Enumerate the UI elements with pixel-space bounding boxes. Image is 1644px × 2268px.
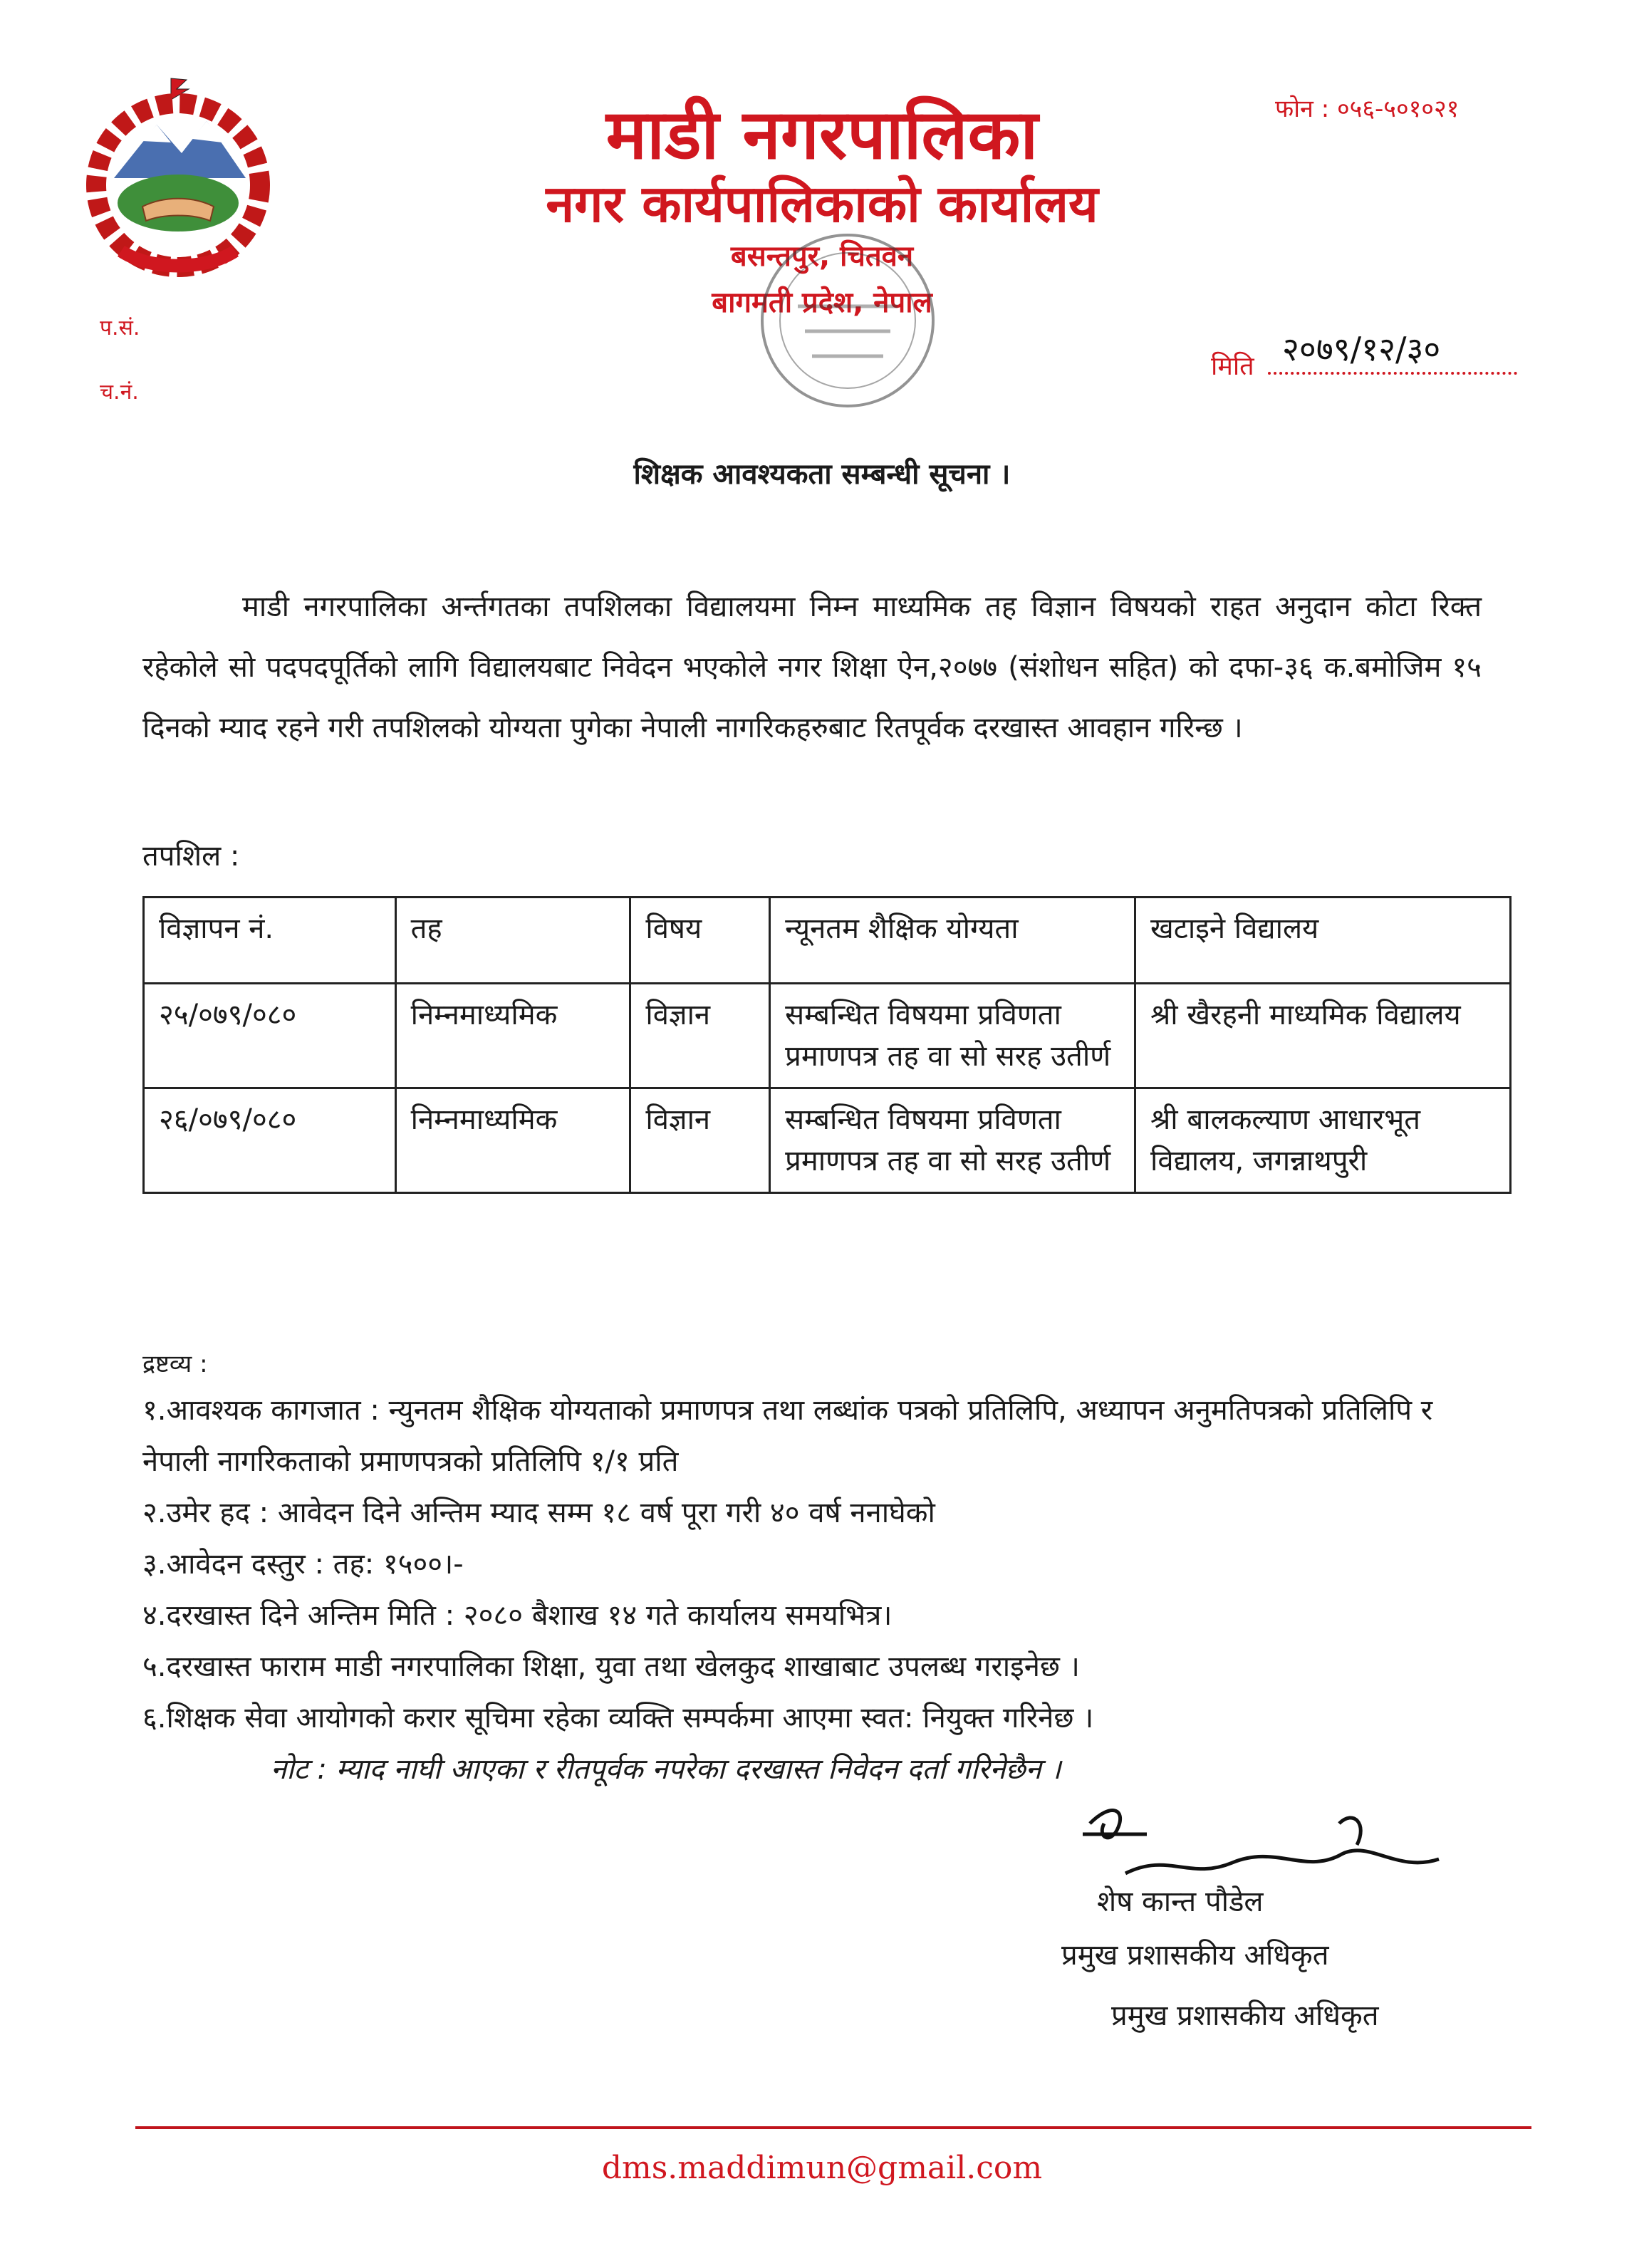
note-item: ३.आवेदन दस्तुर : तह: १५००।- xyxy=(142,1548,464,1581)
column-header: तह xyxy=(395,898,630,984)
column-header: न्यूनतम शैक्षिक योग्यता xyxy=(770,898,1135,984)
signatory-name: शेष कान्त पौडेल xyxy=(1097,1885,1264,1918)
table-cell: सम्बन्धित विषयमा प्रविणता प्रमाणपत्र तह वा सो सरह उतीर्ण xyxy=(770,984,1135,1088)
note-item: १.आवश्यक कागजात : न्युनतम शैक्षिक योग्यताको प्रमाणपत्र तथा लब्धांक पत्रको प्रतिलिपि, अध्यापन अनुमतिपत्रको प्रतिलिपि र नेपाली नागरिकताको प्रमाणपत्रको प्रतिलिपि १/१ प्रति xyxy=(142,1394,1433,1478)
column-header: खटाइने विद्यालय xyxy=(1135,898,1510,984)
document-date: २०७९/१२/३० xyxy=(1282,330,1441,368)
column-header: विषय xyxy=(630,898,770,984)
dispatch-number-label: च.नं. xyxy=(100,380,139,405)
reference-number-label: प.सं. xyxy=(100,316,140,340)
notes-section xyxy=(142,1346,1496,1795)
column-header: विज्ञापन नं. xyxy=(144,898,396,984)
note-item: ६.शिक्षक सेवा आयोगको करार सूचिमा रहेका व्यक्ति सम्पर्कमा आएमा स्वत: नियुक्त गरिनेछ । xyxy=(142,1702,1094,1734)
signatory-title-stamp: प्रमुख प्रशासकीय अधिकृत xyxy=(1111,1999,1379,2032)
handwritten-signature-icon xyxy=(1068,1795,1467,1895)
notes-label: द्रष्टव्य : xyxy=(142,1350,208,1378)
table-cell: सम्बन्धित विषयमा प्रविणता प्रमाणपत्र तह वा सो सरह उतीर्ण xyxy=(770,1088,1135,1193)
address-line-1: बसन्तपुर, चितवन xyxy=(730,240,914,273)
table-cell: श्री खैरहनी माध्यमिक विद्यालय xyxy=(1135,984,1510,1088)
note-item: ५.दरखास्त फाराम माडी नगरपालिका शिक्षा, युवा तथा खेलकुद शाखाबाट उपलब्ध गराइनेछ । xyxy=(142,1650,1080,1683)
phone-number: फोन : ०५६-५०१०२१ xyxy=(1275,95,1460,123)
office-stamp-icon xyxy=(712,199,969,427)
date-dotted-line xyxy=(1268,372,1517,375)
footer-divider xyxy=(135,2126,1531,2129)
notice-heading: शिक्षक आवश्यकता सम्बन्धी सूचना । xyxy=(633,458,1011,491)
table-row xyxy=(144,1088,1511,1193)
table-row xyxy=(144,984,1511,1088)
office-name: नगर कार्यपालिकाको कार्यालय xyxy=(546,174,1098,234)
final-note: नोट : म्याद नाघी आएका र रीतपूर्वक नपरेका दरखास्त निवेदन दर्ता गरिनेछैन । xyxy=(271,1753,1061,1786)
table-cell: विज्ञान xyxy=(630,984,770,1088)
signatory-title: प्रमुख प्रशासकीय अधिकृत xyxy=(1061,1939,1329,1972)
table-cell: विज्ञान xyxy=(630,1088,770,1193)
footer-email: dms.maddimun@gmail.com xyxy=(601,2150,1043,2186)
table-cell: निम्नमाध्यमिक xyxy=(395,1088,630,1193)
note-item: ४.दरखास्त दिने अन्तिम मिति : २०८० बैशाख १४ गते कार्यालय समयभित्र। xyxy=(142,1599,893,1632)
table-cell: २६/०७९/०८० xyxy=(144,1088,396,1193)
vacancy-table xyxy=(142,896,1512,1194)
table-cell: निम्नमाध्यमिक xyxy=(395,984,630,1088)
table-header-row xyxy=(144,898,1511,984)
address-line-2: बागमती प्रदेश, नेपाल xyxy=(712,286,932,319)
municipality-name: माडी नगरपालिका xyxy=(605,95,1039,175)
table-cell: श्री बालकल्याण आधारभूत विद्यालय, जगन्नाथपुरी xyxy=(1135,1088,1510,1193)
note-item: २.उमेर हद : आवेदन दिने अन्तिम म्याद सम्म १८ वर्ष पूरा गरी ४० वर्ष ननाघेको xyxy=(142,1497,935,1529)
notice-body-paragraph: माडी नगरपालिका अर्न्तगतका तपशिलका विद्यालयमा निम्न माध्यमिक तह विज्ञान विषयको राहत अनुदान कोटा रिक्त रहेकोले सो पदपदपूर्तिको लागि विद्यालयबाट निवेदन भएकोले नगर शिक्षा ऐन,२०७७ (संशोधन सहित) को दफा-३६ क.बमोजिम १५ दिनको म्याद रहने गरी तपशिलको योग्यता पुगेका नेपाली नागरिकहरुबाट रितपूर्वक दरखास्त आवहान गरिन्छ । xyxy=(142,591,1482,744)
table-cell: २५/०७९/०८० xyxy=(144,984,396,1088)
details-label: तपशिल : xyxy=(142,840,240,873)
date-label: मिति xyxy=(1211,352,1254,381)
